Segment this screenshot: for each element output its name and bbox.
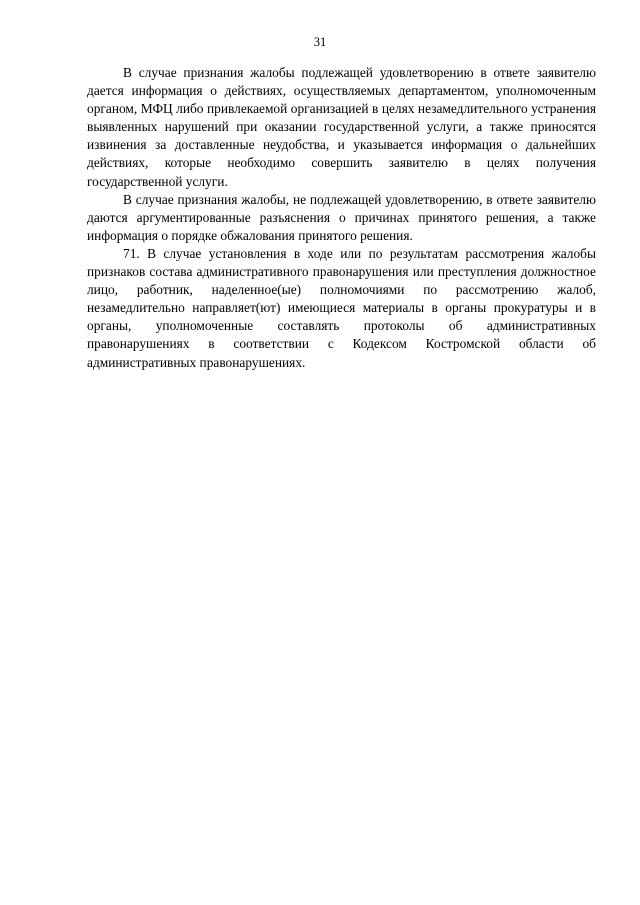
paragraph-71-violation-referral: 71. В случае установления в ходе или по результатам рассмотрения жалобы признаков состава административного правонарушения или преступления должностное лицо, работник, наделенное(ые) полномочиями по рассмотрению жалоб, незамедлительно направляет(ют) имеющиеся материалы в органы прокуратуры и в органы, уполномоченные составлять протоколы об административных правонарушениях в соответствии с Кодексом Костромской области об административных правонарушениях. — [87, 245, 596, 370]
document-body — [87, 64, 596, 372]
paragraph-complaint-rejected: В случае признания жалобы, не подлежащей удовлетворению, в ответе заявителю даются аргументированные разъяснения о причинах принятого решения, а также информация о порядке обжалования принятого решения. — [87, 191, 596, 243]
paragraph-complaint-satisfied: В случае признания жалобы подлежащей удовлетворению в ответе заявителю дается информация о действиях, осуществляемых департаментом, уполномоченным органом, МФЦ либо привлекаемой организацией в целях незамедлительного устранения выявленных нарушений при оказании государственной услуги, а также приносятся извинения за доставленные неудобства, и указывается информация о дальнейших действиях, которые необходимо совершить заявителю в целях получения государственной услуги. — [87, 65, 596, 189]
page-number: 31 — [313, 35, 327, 49]
